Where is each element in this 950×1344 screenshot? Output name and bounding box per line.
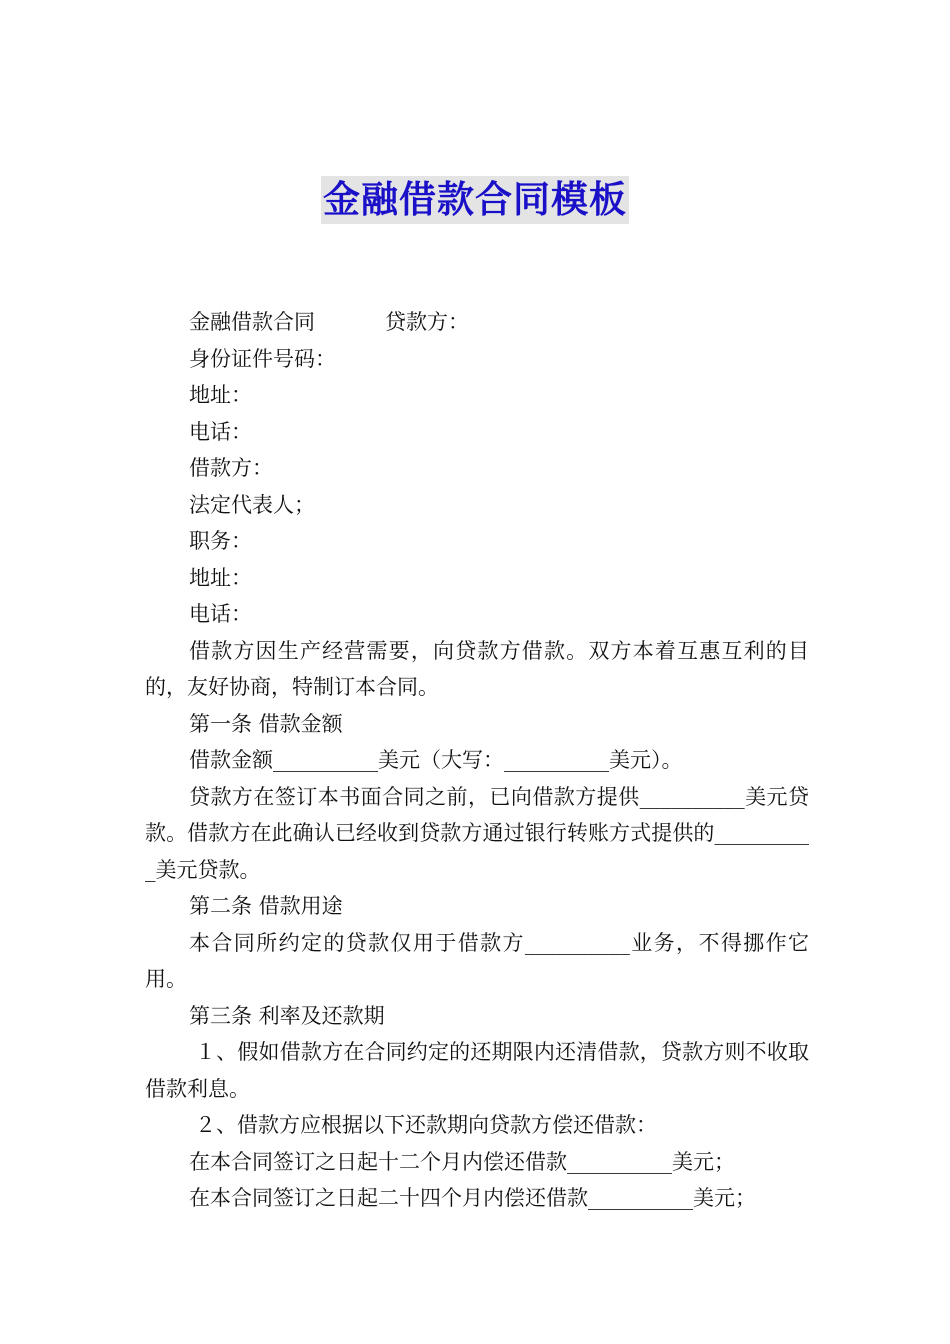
- borrower-position-field: 职务：: [189, 529, 252, 553]
- line2-part2: 美元；: [693, 1186, 756, 1210]
- article3-heading: 第三条 利率及还款期: [189, 1003, 385, 1028]
- article3-item2: ２、借款方应根据以下还款期向贷款方偿还借款：: [195, 1113, 657, 1137]
- article2-part2: 业务，不得挪作它用。: [145, 930, 810, 991]
- preamble-paragraph: 借款方因生产经营需要，向贷款方借款。双方本着互惠互利的目的，友好协商，特制订本合同。: [145, 638, 809, 699]
- repayment-line-24-months: [145, 1180, 809, 1217]
- lender-address-field: 地址：: [189, 383, 252, 407]
- amount-blank: __________: [273, 748, 378, 772]
- line1-part1: 在本合同签订之日起十二个月内偿还借款: [189, 1149, 567, 1174]
- amount-prefix: 借款金额: [189, 748, 273, 772]
- para2-blank1: __________: [639, 784, 745, 809]
- line2-blank: __________: [588, 1186, 693, 1210]
- borrower-phone-field: 电话：: [189, 602, 252, 626]
- article2-blank: __________: [524, 930, 630, 955]
- article1-paragraph2: [145, 779, 809, 889]
- document-body: [145, 304, 809, 1217]
- header-left: 金融借款合同: [189, 310, 315, 334]
- header-line: [145, 304, 809, 341]
- para2-blank2: __________: [145, 821, 809, 882]
- para2-part1: 贷款方在签订本书面合同之前，已向借款方提供: [189, 784, 640, 809]
- borrower-label: 借款方：: [189, 456, 273, 480]
- borrower-legal-rep-field: 法定代表人；: [189, 492, 315, 517]
- article2-paragraph: [145, 925, 809, 998]
- lender-id-field: 身份证件号码：: [189, 346, 336, 371]
- article3-item1: １、假如借款方在合同约定的还期限内还清借款，贷款方则不收取借款利息。: [145, 1040, 809, 1101]
- amount-suffix: 美元）。: [609, 748, 683, 772]
- title-container: [0, 176, 950, 224]
- document-title: 金融借款合同模板: [321, 176, 629, 224]
- line1-part2: 美元；: [672, 1149, 735, 1174]
- amount-blank-uppercase: __________: [504, 748, 609, 772]
- header-right: 贷款方：: [385, 310, 469, 334]
- article1-heading: 第一条 借款金额: [189, 711, 343, 736]
- para2-part2: 美元贷款。借款方在此确认已经收到贷款方通过银行转账方式提供的: [145, 784, 809, 845]
- article1-amount-line: [145, 742, 809, 779]
- line1-blank: __________: [567, 1149, 672, 1174]
- borrower-address-field: 地址：: [189, 565, 252, 590]
- para2-part3: 美元贷款。: [155, 857, 261, 882]
- repayment-line-12-months: [145, 1144, 809, 1181]
- amount-mid: 美元（大写：: [378, 748, 504, 772]
- lender-phone-field: 电话：: [189, 419, 252, 444]
- line2-part1: 在本合同签订之日起二十四个月内偿还借款: [189, 1186, 588, 1210]
- article2-heading: 第二条 借款用途: [189, 894, 343, 918]
- article2-part1: 本合同所约定的贷款仅用于借款方: [189, 930, 525, 955]
